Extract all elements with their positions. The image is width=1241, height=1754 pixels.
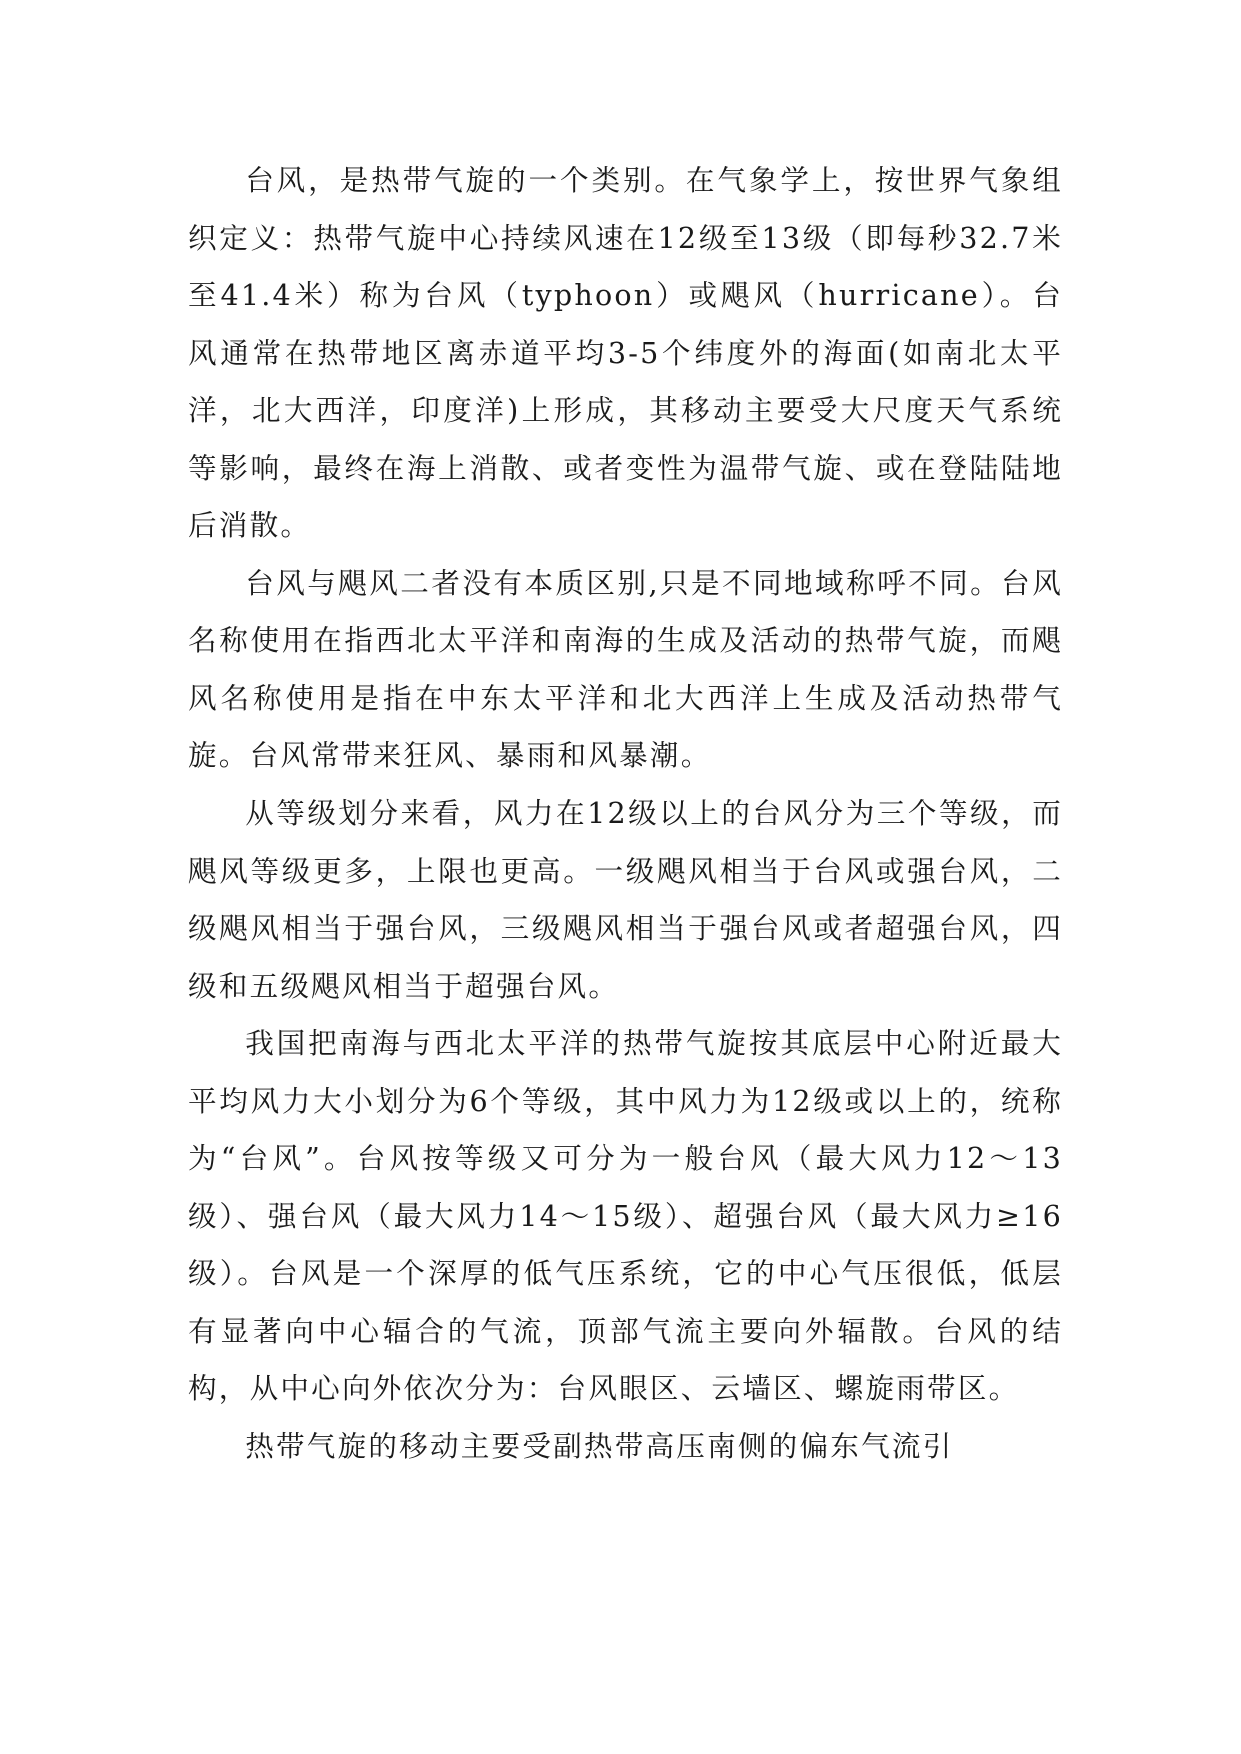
- paragraph: 台风，是热带气旋的一个类别。在气象学上，按世界气象组织定义：热带气旋中心持续风速在12级至13级（即每秒32.7米至41.4米）称为台风（typhoon）或飓风（hurricane）。台风通常在热带地区离赤道平均3-5个纬度外的海面(如南北太平洋，北大西洋，印度洋)上形成，其移动主要受大尺度天气系统等影响，最终在海上消散、或者变性为温带气旋、或在登陆陆地后消散。: [188, 163, 1063, 543]
- paragraph: 我国把南海与西北太平洋的热带气旋按其底层中心附近最大平均风力大小划分为6个等级，其中风力为12级或以上的，统称为“台风”。台风按等级又可分为一般台风（最大风力12～13级）、强台风（最大风力14～15级）、超强台风（最大风力≥16级）。台风是一个深厚的低气压系统，它的中心气压很低，低层有显著向中心辐合的气流，顶部气流主要向外辐散。台风的结构，从中心向外依次分为：台风眼区、云墙区、螺旋雨带区。: [188, 1026, 1063, 1406]
- paragraph: 热带气旋的移动主要受副热带高压南侧的偏东气流引: [245, 1429, 954, 1464]
- paragraph: 台风与飓风二者没有本质区别,只是不同地域称呼不同。台风名称使用在指西北太平洋和南海的生成及活动的热带气旋，而飓风名称使用是指在中东太平洋和北大西洋上生成及活动热带气旋。台风常带来狂风、暴雨和风暴潮。: [188, 565, 1063, 773]
- paragraph: 从等级划分来看，风力在12级以上的台风分为三个等级，而飓风等级更多，上限也更高。一级飓风相当于台风或强台风，二级飓风相当于强台风，三级飓风相当于强台风或者超强台风，四级和五级飓风相当于超强台风。: [188, 796, 1063, 1003]
- document-body: [188, 152, 1063, 1476]
